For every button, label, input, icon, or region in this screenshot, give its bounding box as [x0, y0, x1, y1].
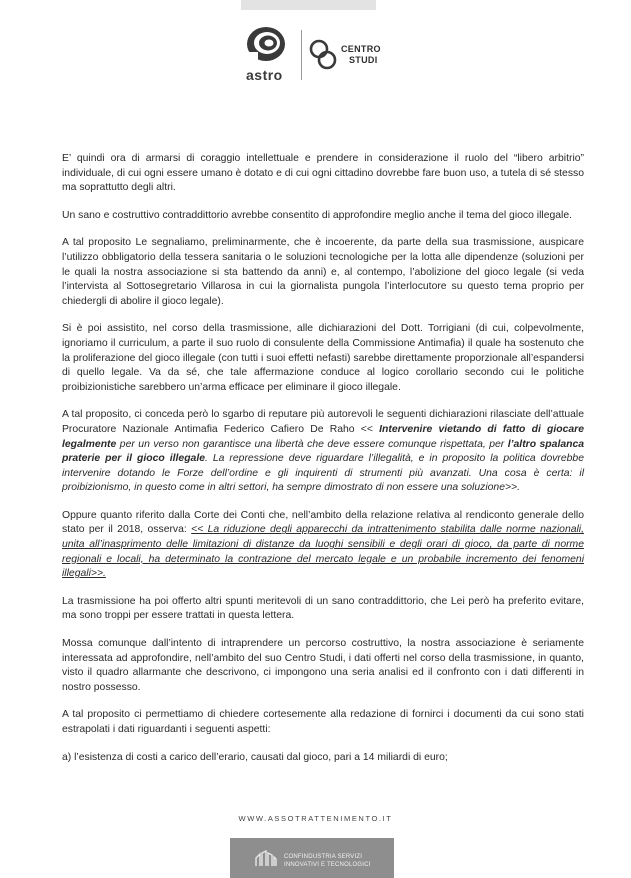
letter-body [62, 152, 584, 778]
astro-logo-text: astro [246, 67, 283, 83]
confindustria-text [284, 854, 370, 869]
paragraph-richiesta: A tal proposito ci permettiamo di chiedere cortesemente alla redazione di fornirci i documenti da cui sono stati estrapolati i dati riguardanti i seguenti aspetti: [62, 709, 584, 735]
quote-bold-2: l’altro spalanca praterie per il gioco illegale [62, 438, 585, 465]
paragraph-contraddittorio: Un sano e costruttivo contraddittorio avrebbe consentito di approfondire meglio anche il tema del gioco illegale. [62, 209, 573, 221]
procuratore-intro: A tal proposito, ci conceda però lo sgarbo di reputare più autorevoli le seguenti dichiarazioni rilasciate dell’attuale Procuratore Nazionale Antimafia Federico Cafiero De Raho << [62, 409, 584, 435]
paragraph-spunti: La trasmissione ha poi offerto altri spunti meritevoli di un sano contraddittorio, che Lei però ha preferito evitare, ma sono troppi per essere trattati in questa lettera. [62, 595, 584, 622]
list-item-a: a) l’esistenza di costi a carico dell’erario, causati dal gioco, pari a 14 miliardi di euro; [62, 751, 448, 763]
confindustria-badge [230, 838, 394, 878]
studi-label: STUDI [349, 55, 378, 65]
quote-italic-1: per un verso non garantisce una libertà che deve essere comunque rispettata, per [116, 438, 508, 450]
corte-conti-quote: << La riduzione degli apparecchi da intrattenimento stabilita dalle norme nazionali, unita all’inasprimento delle limitazioni di distanze da luoghi sensibili e degli orari di gioco, da parte di norme regionali e locali, ha determinato la contrazione del mercato legale e un probabile incremento dei fenomeni illegali>>. [62, 524, 585, 580]
astro-logo [238, 24, 294, 84]
centro-studi-logo [308, 38, 398, 78]
paragraph-torrigiani: Si è poi assistito, nel corso della trasmissione, alle dichiarazioni del Dott. Torrigiani (di cui, colpevolmente, ignoriamo il curriculum, a parte il suo ruolo di consulente della Commissione Antimafia) il quale ha sostenuto che la proliferazione del gioco illegale (con tutti i suoi effetti nefasti) sarebbe direttamente proporzionale all’espandersi di quello legale. Va da sé, che tale affermazione conduce al logico corollario secondo cui le politiche proibizionistiche sarebbero un’arma efficace per eliminare il gioco illegale. [62, 323, 584, 393]
paragraph-tessera-sanitaria: A tal proposito Le segnaliamo, preliminarmente, che è incoerente, da parte della sua trasmissione, auspicare l’utilizzo obbligatorio della tessera sanitaria o le soluzioni tecnologiche per la lotta alle dipendenze (soluzioni per le quali la nostra associazione si sta battendo da anni) e, al contempo, l’abolizione del gioco legale (si veda l’intervista al Sottosegretario Villarosa in cui la giornalista pungola l’interlocutore su questo tema proprio per chiedergli di abolire il gioco legale). [62, 237, 584, 307]
paragraph-centro-studi: Mossa comunque dall’intento di intraprendere un percorso costruttivo, la nostra associazione è seriamente interessata ad approfondire, nell’ambito del suo Centro Studi, i dati offerti nel corso della trasmissione, in quanto, visto il quadro allarmante che descrivono, ci impongono una seria analisi ed il confronto con i dati differenti in nostro possesso. [62, 638, 584, 693]
logo-divider [301, 30, 302, 80]
paragraph-libero-arbitrio: E’ quindi ora di armarsi di coraggio intellettuale e prendere in considerazione il ruolo del “libero arbitrio” individuale, di cui ogni essere umano è dotato e di cui ogni cittadino dovrebbe fare buon uso, a tutela di sé stesso ma soprattutto degli altri. [62, 153, 584, 194]
confindustria-line1: CONFINDUSTRIA SERVIZI [284, 854, 363, 860]
paragraph-procuratore [62, 408, 584, 496]
confindustria-emblem-icon [254, 850, 278, 868]
scan-top-strip [241, 0, 376, 10]
centro-label: CENTRO [341, 44, 381, 54]
centro-studi-knot-icon [308, 38, 340, 72]
corte-conti-intro: Oppure quanto riferito dalla Corte dei Conti che, nell’ambito della relazione relativa al rendiconto generale dello stato per il 2018, osserva: [62, 509, 584, 536]
paragraph-corte-dei-conti [62, 509, 584, 582]
centro-studi-text [341, 44, 381, 66]
confindustria-line2: INNOVATIVI E TECNOLOGICI [284, 861, 371, 868]
quote-italic-2: . La repressione deve riguardare l’illegalità, e in proposito la politica dovrebbe intervenire dotando le Forze dell’ordine e gli inquirenti di strumenti più avanzati. Una cosa è certa: il proibizionismo, in questo come in altri settori, ha sempre dimostrato di non essere una soluzione>>. [62, 453, 584, 494]
astro-swirl-icon [244, 24, 288, 66]
footer-website: WWW.ASSOTRATTENIMENTO.IT [238, 814, 393, 823]
quote-bold-1: Intervenire vietando di fatto di giocare legalmente [62, 423, 584, 450]
